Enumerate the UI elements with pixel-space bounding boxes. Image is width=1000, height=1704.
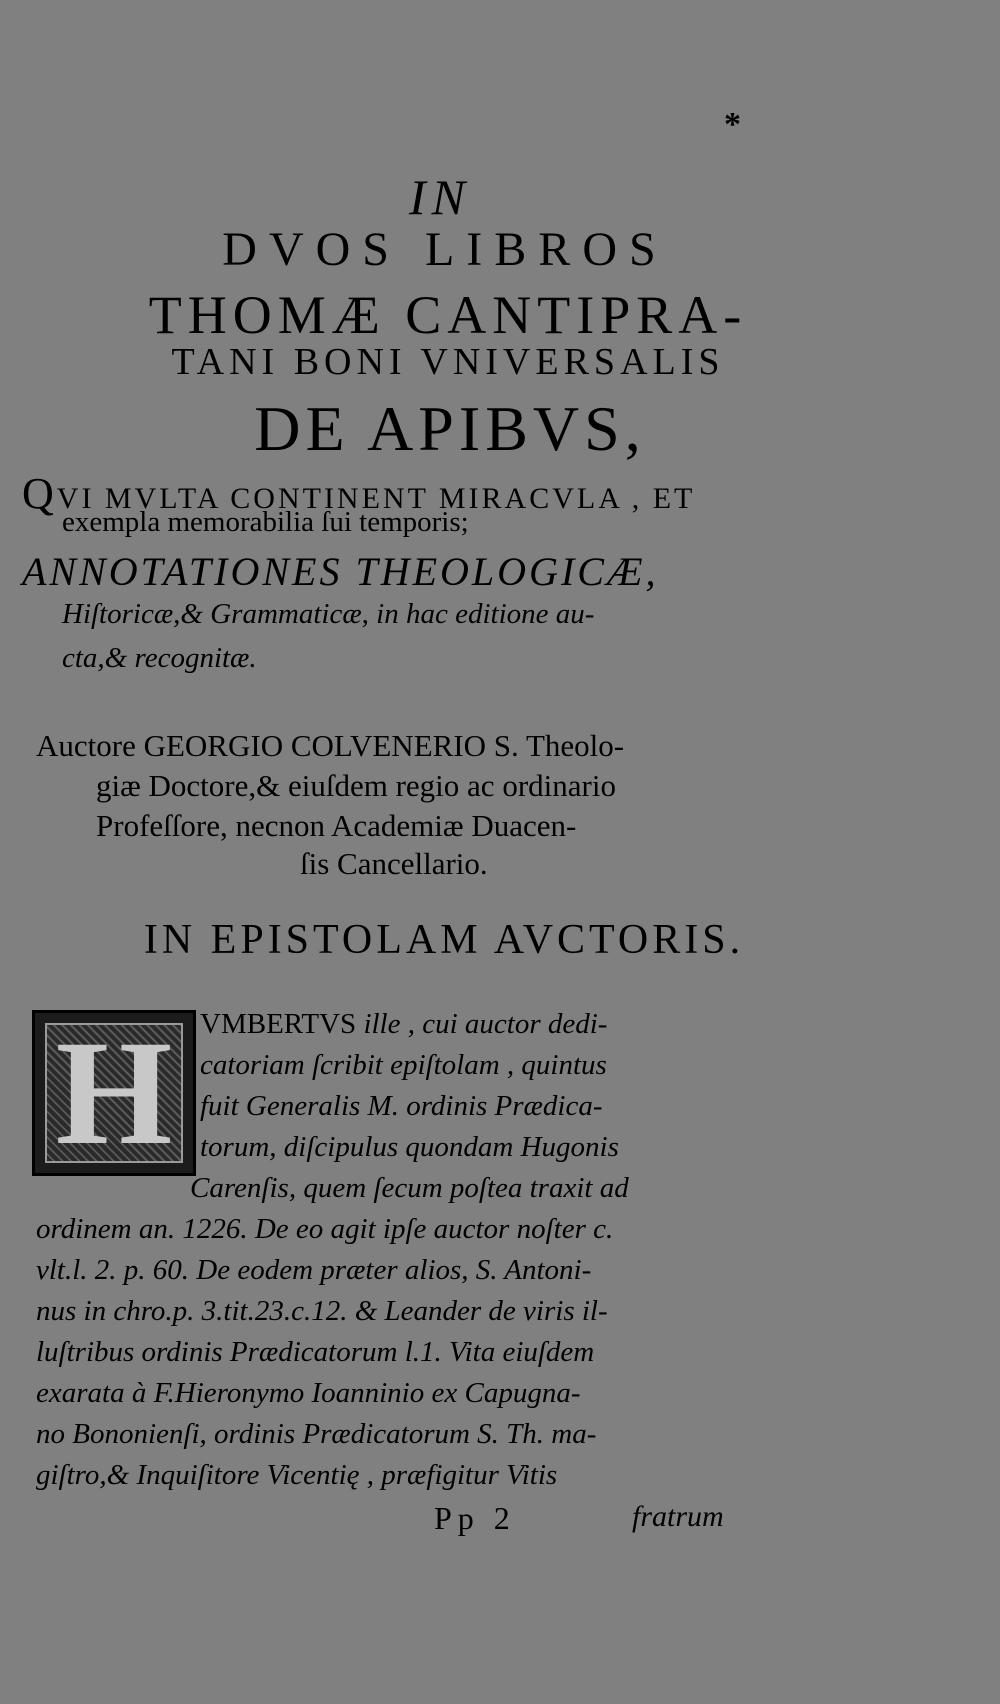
catchword: fratrum <box>632 1500 724 1533</box>
body-line-11: no Bononienſi, ordinis Prædicatorum S. Th. ma- <box>36 1418 597 1450</box>
body-line-5: Carenſis, quem ſecum poſtea traxit ad <box>190 1172 629 1204</box>
author-line-4: ſis Cancellario. <box>300 846 488 881</box>
decorated-initial <box>32 1010 196 1176</box>
author-line-1: Auctore GEORGIO COLVENERIO S. Theolo- <box>36 728 625 763</box>
title-line-2: DVOS LIBROS <box>222 223 668 276</box>
body-line-2: catoriam ſcribit epiſtolam , quintus <box>200 1049 607 1081</box>
author-line-2: giæ Doctore,& eiuſdem regio ac ordinario <box>96 768 616 803</box>
body-line-9: luſtribus ordinis Prædicatorum l.1. Vita eiuſdem <box>36 1336 595 1368</box>
title-line-5: DE APIBVS, <box>254 393 646 464</box>
section-heading: IN EPISTOLAM AVCTORIS. <box>143 917 745 963</box>
subtitle-historicae: Hiſtoricæ,& Grammaticæ, in hac editione au- <box>62 598 595 630</box>
subtitle-qui-rest: VI MVLTA CONTINENT MIRACVLA , ET <box>56 482 696 515</box>
subtitle-qui-cap: Q <box>22 469 57 518</box>
body-line-4: torum, diſcipulus quondam Hugonis <box>200 1131 619 1163</box>
author-line-3: Profeſſore, necnon Academiæ Duacen- <box>96 808 577 843</box>
body-line-3: fuit Generalis M. ordinis Prædica- <box>200 1090 603 1122</box>
body-line-1-rest: ille , cui auctor dedi- <box>356 1008 608 1040</box>
subtitle-cta: cta,& recognitæ. <box>62 642 257 674</box>
body-line-1 <box>200 1008 607 1041</box>
page-mark: * <box>724 106 741 143</box>
title-line-4: TANI BONI VNIVERSALIS <box>171 341 725 383</box>
body-line-8: nus in chro.p. 3.tit.23.c.12. & Leander de viris il- <box>36 1295 608 1327</box>
body-line-12: giſtro,& Inquiſitore Vicentię , præfigitur Vitis <box>36 1459 558 1491</box>
body-line-1-caps: VMBERTVS <box>200 1008 357 1040</box>
title-line-1: IN <box>409 169 471 225</box>
body-line-10: exarata à F.Hieronymo Ioanninio ex Capugna- <box>36 1377 581 1409</box>
subtitle-annotationes: ANNOTATIONES THEOLOGICÆ, <box>22 549 659 594</box>
body-line-6: ordinem an. 1226. De eo agit ipſe auctor noſter c. <box>36 1213 614 1245</box>
body-line-7: vlt.l. 2. p. 60. De eodem præter alios, S. Antoni- <box>36 1254 592 1286</box>
signature-mark: Pp 2 <box>434 1500 516 1536</box>
subtitle-exempla: exempla memorabilia ſui temporis; <box>62 506 469 538</box>
title-line-3: THOMÆ CANTIPRA- <box>148 285 748 345</box>
initial-letter: H <box>55 1010 173 1176</box>
